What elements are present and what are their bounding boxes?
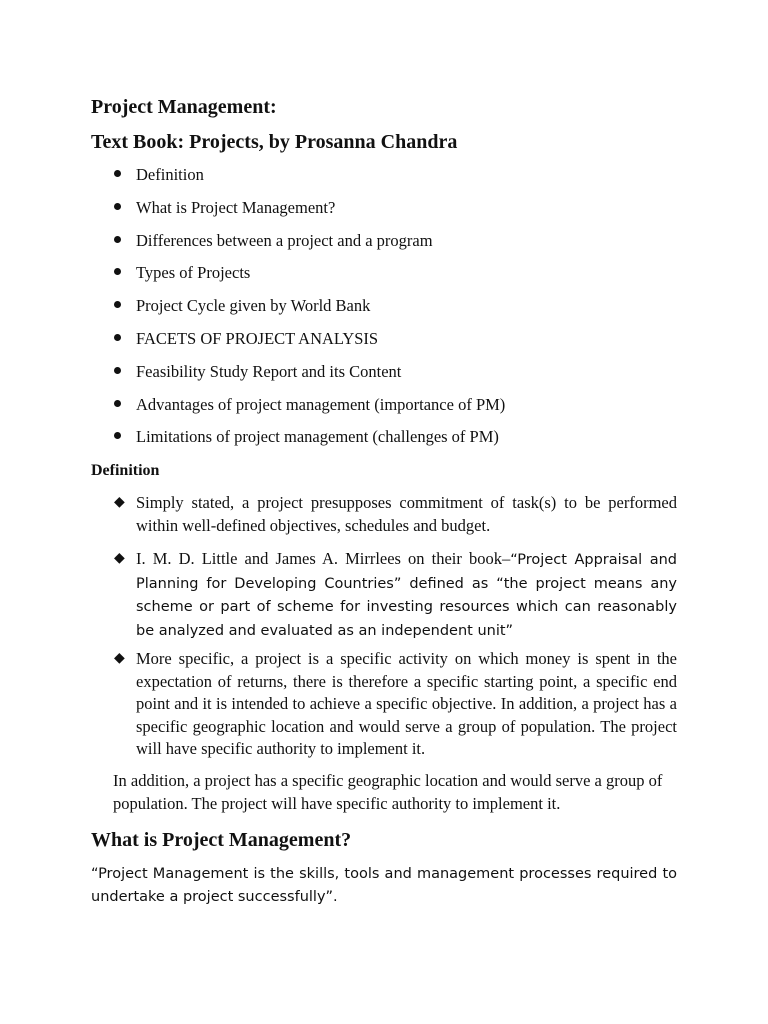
topic-text: What is Project Management?	[136, 197, 336, 217]
diamond-bullet-icon: ◆	[114, 551, 125, 566]
definition-heading: Definition	[91, 462, 160, 479]
textbook-title: Text Book: Projects, by Prosanna Chandra	[91, 131, 458, 153]
topic-text: Differences between a project and a program	[136, 230, 433, 250]
bullet-dot-icon	[114, 432, 121, 439]
diamond-bullet-icon: ◆	[114, 651, 125, 666]
doc-title: Project Management:	[91, 96, 277, 118]
definition-quote: “Project Appraisal and Planning for Developing Countries” defined as “the project means any scheme or part of scheme for investing resources which can reasonably be analyzed and evaluated as an independent unit”	[136, 552, 677, 639]
bullet-dot-icon	[114, 203, 121, 210]
topic-text: Limitations of project management (challenges of PM)	[136, 427, 499, 447]
definition-intro: I. M. D. Little and James A. Mirrlees on their book–	[136, 549, 511, 568]
addition-paragraph: In addition, a project has a specific geographic location and would serve a group of population. The project will have specific authority to implement it.	[113, 771, 663, 813]
bullet-dot-icon	[114, 367, 121, 374]
definition-text: More specific, a project is a specific activity on which money is spent in the expectation of returns, there is therefore a specific starting point, a specific end point and it is intended to achieve a specific objective. In addition, a project has a specific geographic location and would serve a group of population. The project will have specific authority to implement it.	[136, 649, 677, 758]
topic-text: Definition	[136, 165, 204, 184]
topic-text: Types of Projects	[136, 263, 251, 283]
pm-definition-quote: “Project Management is the skills, tools and management processes required to undertake a project successfully”.	[91, 866, 677, 905]
bullet-dot-icon	[114, 301, 121, 308]
topic-text: Advantages of project management (importance of PM)	[136, 394, 506, 414]
bullet-dot-icon	[114, 170, 121, 177]
bullet-dot-icon	[114, 400, 121, 407]
pm-heading: What is Project Management?	[91, 829, 352, 851]
definition-text	[136, 548, 677, 642]
definition-text: Simply stated, a project presupposes commitment of task(s) to be performed within well-defined objectives, schedules and budget.	[136, 493, 677, 535]
topic-text: Project Cycle given by World Bank	[136, 296, 371, 316]
topic-text: Feasibility Study Report and its Content	[136, 361, 402, 381]
bullet-dot-icon	[114, 236, 121, 243]
bullet-dot-icon	[114, 334, 121, 341]
bullet-dot-icon	[114, 268, 121, 275]
topic-text: FACETS OF PROJECT ANALYSIS	[136, 328, 379, 348]
diamond-bullet-icon: ◆	[114, 495, 125, 510]
